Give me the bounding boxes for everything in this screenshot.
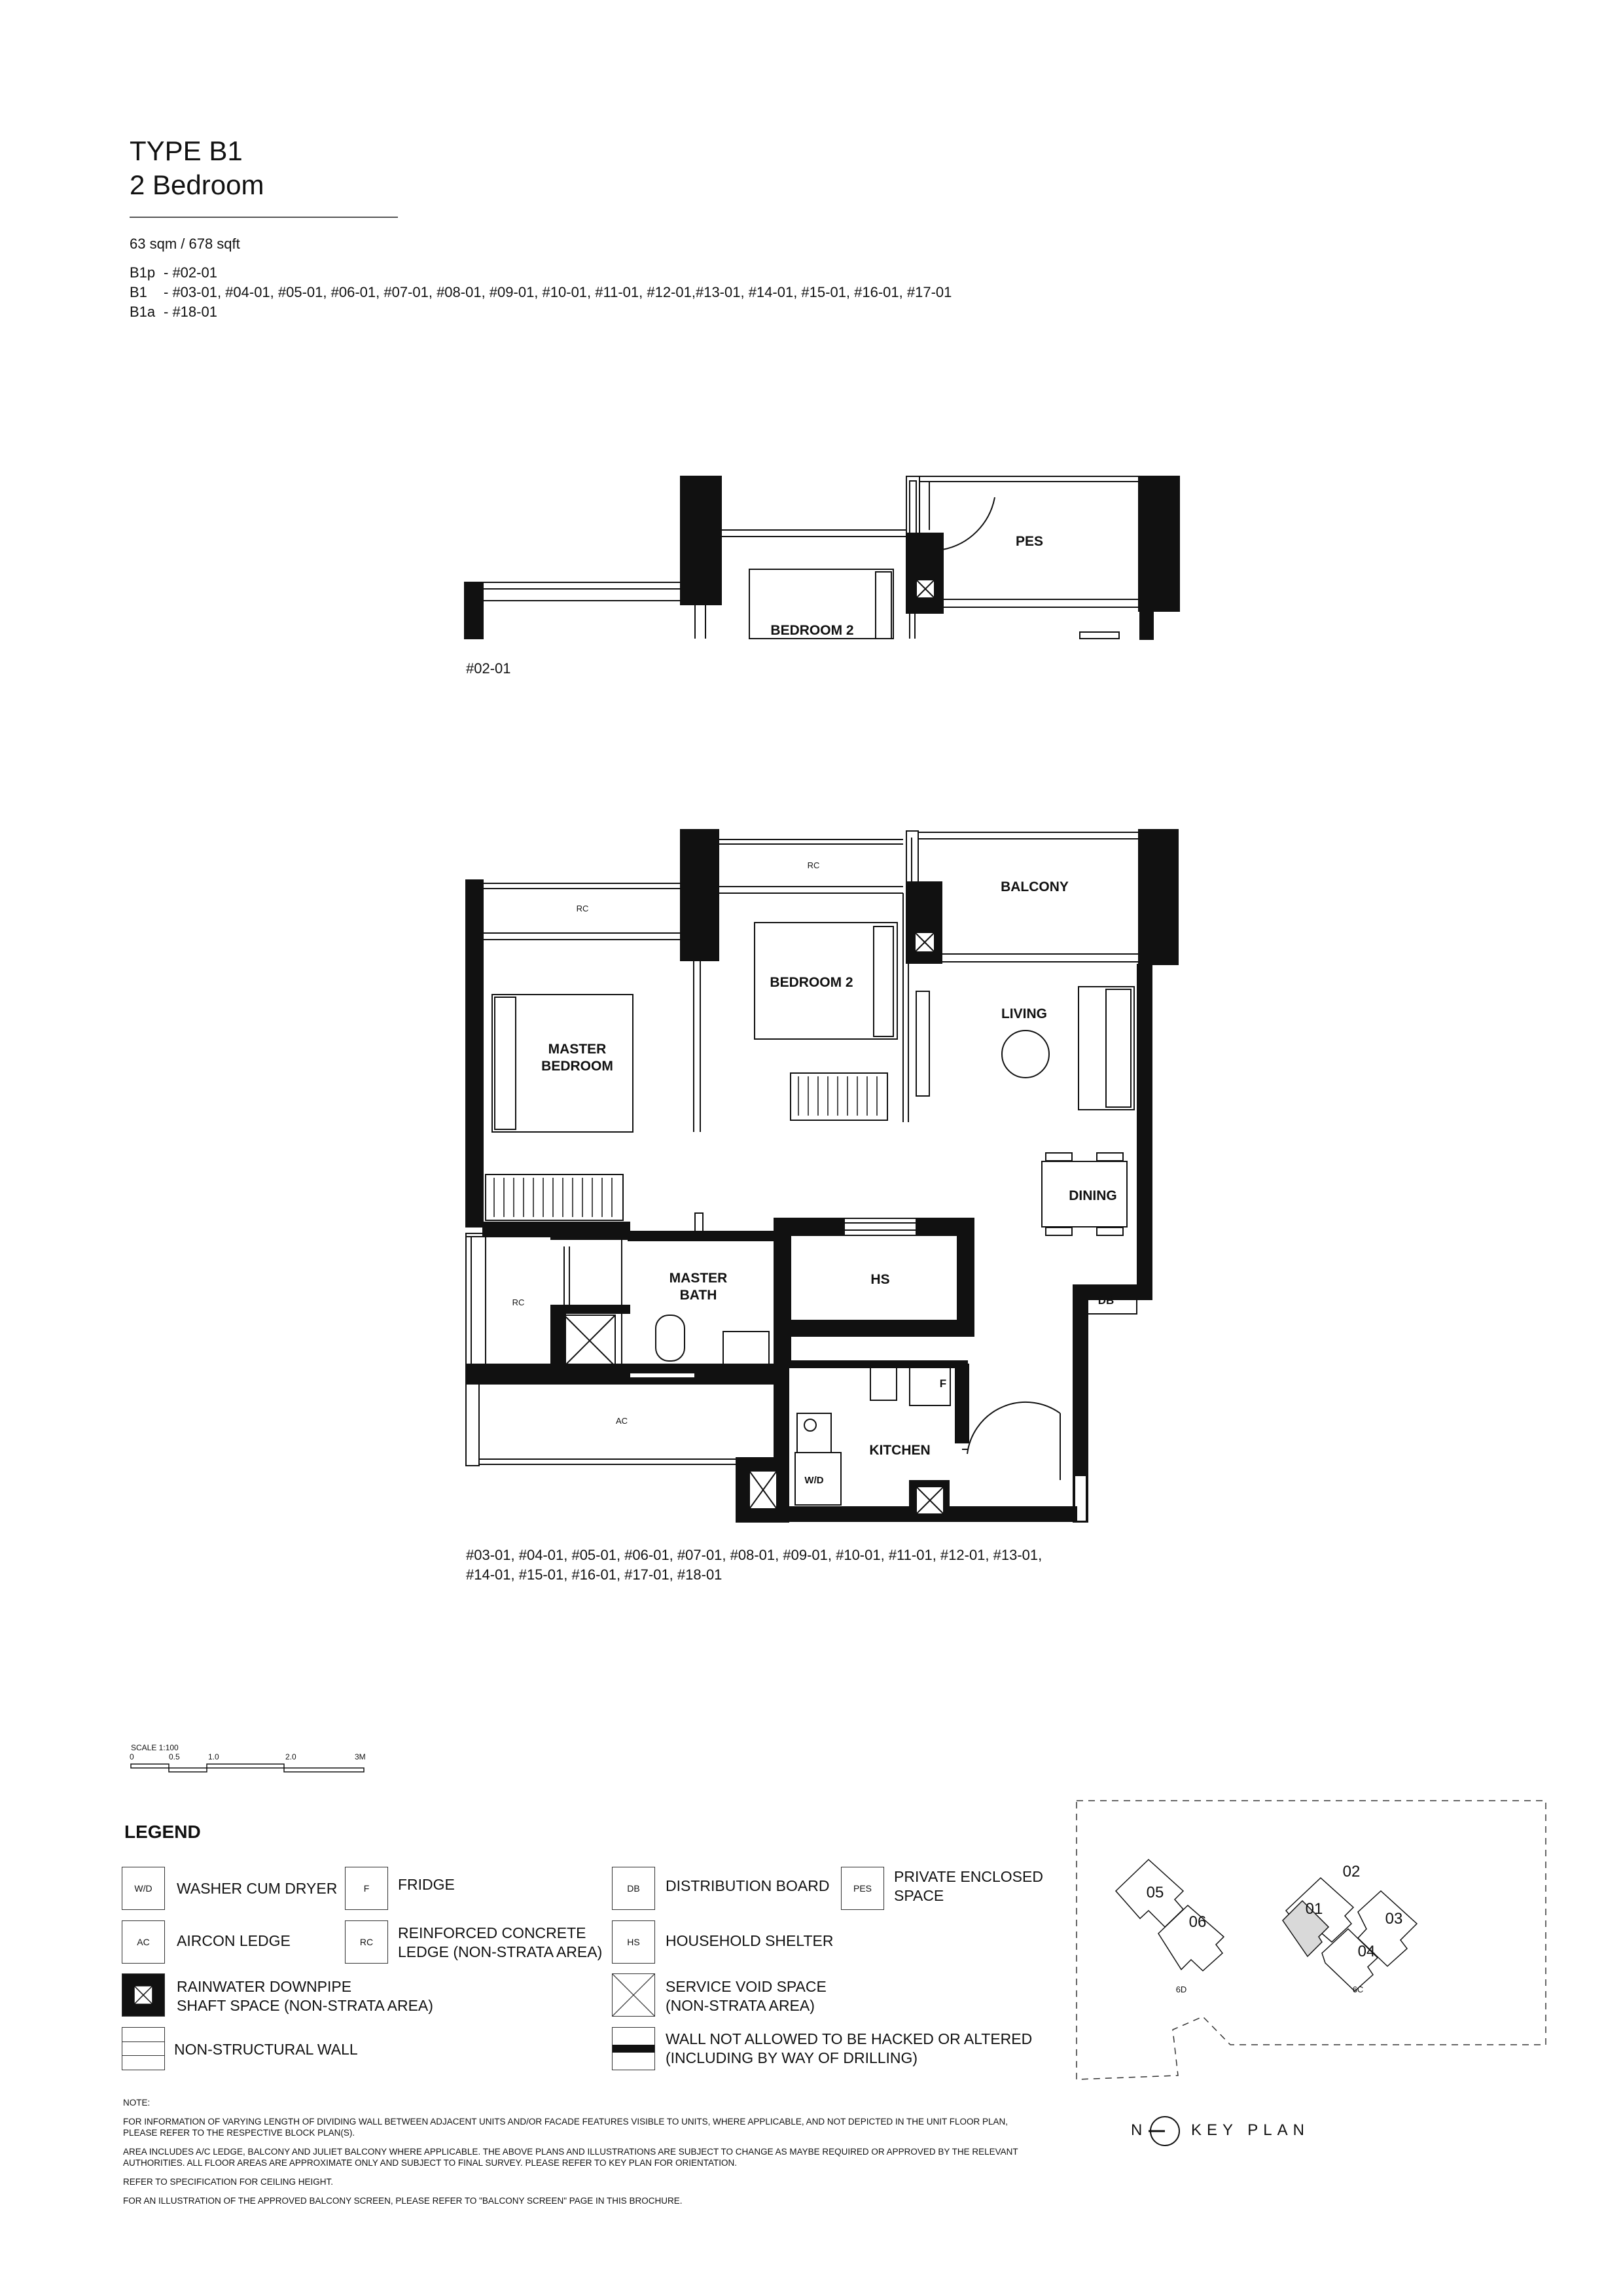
main-plan-caption (466, 1545, 1042, 1585)
nsw-line (122, 2041, 164, 2042)
legend-rc-box: RC (345, 1920, 388, 1964)
unit-numbers: - #02-01 (164, 264, 217, 281)
main-floor-plan (458, 821, 1185, 1528)
notes (123, 2097, 1026, 2214)
key-unit-05: 05 (1146, 1884, 1164, 1901)
unit-code: B1 (130, 284, 147, 300)
legend-wd-box: W/D (122, 1867, 165, 1910)
room-label-pes: PES (1015, 534, 1044, 549)
notes-heading: NOTE: (123, 2098, 151, 2108)
note-3: REFER TO SPECIFICATION FOR CEILING HEIGHT. (123, 2177, 334, 2187)
legend-svs-line1: SERVICE VOID SPACE (666, 1978, 827, 1995)
legend-hs-box: HS (612, 1920, 655, 1964)
key-block-6c: 6C (1352, 1985, 1364, 1994)
note-4: FOR AN ILLUSTRATION OF THE APPROVED BALCONY SCREEN, PLEASE REFER TO "BALCONY SCREEN" PAGE IN THIS BROCHURE. (123, 2196, 683, 2206)
legend-db-box: DB (612, 1867, 655, 1910)
room-label-wd: W/D (804, 1475, 824, 1486)
legend-nsw-text: NON-STRUCTURAL WALL (174, 2041, 358, 2058)
room-label-master-bath-2: BATH (679, 1288, 717, 1303)
key-unit-06: 06 (1188, 1913, 1207, 1931)
room-label-master-bath-1: MASTER (669, 1271, 728, 1286)
legend-pes-text (894, 1867, 1043, 1905)
key-block-6d: 6D (1175, 1985, 1187, 1994)
unit-row (130, 302, 952, 322)
key-unit-04: 04 (1357, 1943, 1376, 1960)
key-unit-02: 02 (1342, 1863, 1361, 1881)
legend-f-text: FRIDGE (398, 1876, 455, 1893)
scale-tick-0: 0 (130, 1752, 134, 1761)
unit-code: B1a (130, 304, 156, 320)
legend-rwdp-line2: SHAFT SPACE (NON-STRATA AREA) (177, 1997, 433, 2014)
key-unit-01: 01 (1305, 1900, 1323, 1918)
scale-bar-graphic (130, 1763, 368, 1776)
unit-numbers: - #18-01 (164, 304, 217, 320)
legend-rc-line1: REINFORCED CONCRETE (398, 1924, 586, 1941)
unit-list (130, 263, 952, 322)
room-label-hs: HS (870, 1272, 890, 1287)
legend-pes-line2: SPACE (894, 1887, 944, 1904)
title-rule (130, 217, 398, 218)
unit-area: 63 sqm / 678 sqft (130, 236, 240, 252)
room-label-db: DB (1097, 1294, 1115, 1307)
room-label-dining: DINING (1069, 1188, 1117, 1203)
scale-tick-4: 3M (355, 1752, 366, 1761)
note-2: AREA INCLUDES A/C LEDGE, BALCONY AND JULIET BALCONY WHERE APPLICABLE. THE ABOVE PLANS AND ILLUSTRATIONS ARE SUBJECT TO CHANGE AS MAYBE REQUIRED OR APPROVED BY THE RELEVANT AUTHORITIES. ALL FLOOR AREAS ARE APPROXIMATE ONLY AND SUBJECT TO FINAL SURVEY. PLEASE REFER TO KEY PLAN FOR ORIENTATION. (123, 2147, 1018, 2168)
nsw-line (122, 2055, 164, 2056)
room-label-living: LIVING (1001, 1006, 1048, 1021)
legend-hs-text: HOUSEHOLD SHELTER (666, 1932, 834, 1949)
room-label-bedroom2: BEDROOM 2 (770, 623, 854, 638)
legend-pes-box: PES (841, 1867, 884, 1910)
room-label-fridge: F (939, 1377, 947, 1390)
room-label-bedroom2: BEDROOM 2 (770, 975, 853, 990)
key-plan-label: KEY PLAN (1191, 2121, 1310, 2139)
legend-rwdp-text (177, 1977, 433, 2015)
legend-ac-text: AIRCON LEDGE (177, 1932, 291, 1949)
room-label-rc-side: RC (512, 1298, 525, 1307)
legend-pes-line1: PRIVATE ENCLOSED (894, 1868, 1043, 1885)
scale-label: SCALE 1:100 (131, 1743, 179, 1752)
legend-db-text: DISTRIBUTION BOARD (666, 1877, 830, 1894)
unit-row (130, 263, 952, 283)
scale-tick-2: 1.0 (208, 1752, 219, 1761)
room-label-master-bedroom-2: BEDROOM (541, 1059, 613, 1074)
unit-numbers: - #03-01, #04-01, #05-01, #06-01, #07-01, #08-01, #09-01, #10-01, #11-01, #12-01,#13-01, #14-01, #15-01, #16-01, #17-01 (164, 284, 952, 300)
type-label: TYPE B1 (130, 135, 243, 166)
legend-nsw-box (122, 2027, 165, 2070)
room-label-kitchen: KITCHEN (869, 1443, 931, 1458)
room-label-balcony: BALCONY (1001, 879, 1069, 894)
unit-type-title (130, 134, 264, 202)
legend-rc-line2: LEDGE (NON-STRATA AREA) (398, 1943, 603, 1960)
legend-heading: LEGEND (124, 1822, 201, 1842)
rainwater-downpipe-icon (134, 1985, 153, 2005)
legend-svs-line2: (NON-STRATA AREA) (666, 1997, 815, 2014)
partial-floor-plan (458, 471, 1185, 641)
legend-ac-box: AC (122, 1920, 165, 1964)
legend-svs-box (612, 1973, 655, 2017)
legend-svs-text (666, 1977, 827, 2015)
main-plan-caption-line1: #03-01, #04-01, #05-01, #06-01, #07-01, #08-01, #09-01, #10-01, #11-01, #12-01, #13-01, (466, 1547, 1043, 1563)
room-label-rc-top: RC (807, 860, 820, 870)
legend-f-box: F (345, 1867, 388, 1910)
legend-rwdp-line1: RAINWATER DOWNPIPE (177, 1978, 352, 1995)
unit-code: B1p (130, 264, 156, 281)
legend-wall-line2: (INCLUDING BY WAY OF DRILLING) (666, 2049, 918, 2066)
main-plan-caption-line2: #14-01, #15-01, #16-01, #17-01, #18-01 (466, 1566, 722, 1583)
service-void-icon (613, 1974, 654, 2016)
legend-wall-text (666, 2030, 1032, 2068)
north-label: N (1131, 2121, 1148, 2139)
key-unit-03: 03 (1385, 1910, 1403, 1928)
legend-rwdp-box (122, 1973, 165, 2017)
note-1: FOR INFORMATION OF VARYING LENGTH OF DIVIDING WALL BETWEEN ADJACENT UNITS AND/OR FACADE FEATURES VISIBLE TO UNITS, WHERE APPLICABLE, AND NOT DEPICTED IN THE UNIT FLOOR PLAN, PLEASE REFER TO THE RESPECTIVE BLOCK PLAN(S). (123, 2117, 1008, 2138)
legend-wall-line1: WALL NOT ALLOWED TO BE HACKED OR ALTERED (666, 2030, 1033, 2047)
partial-plan-caption: #02-01 (466, 660, 511, 677)
scale-tick-3: 2.0 (285, 1752, 296, 1761)
north-arrow-icon (1149, 2115, 1181, 2147)
legend-rc-text (398, 1924, 602, 1962)
key-plan (1067, 1793, 1564, 2100)
bedroom-label: 2 Bedroom (130, 169, 264, 200)
scale-tick-1: 0.5 (169, 1752, 180, 1761)
unit-row (130, 283, 952, 302)
legend-wd-text: WASHER CUM DRYER (177, 1880, 338, 1897)
legend-wall-box (612, 2027, 655, 2070)
room-label-rc-left: RC (576, 904, 589, 913)
wall-bar (613, 2045, 654, 2053)
scale-bar (130, 1743, 378, 1782)
room-label-ac: AC (615, 1416, 628, 1426)
room-label-master-bedroom-1: MASTER (548, 1042, 607, 1057)
